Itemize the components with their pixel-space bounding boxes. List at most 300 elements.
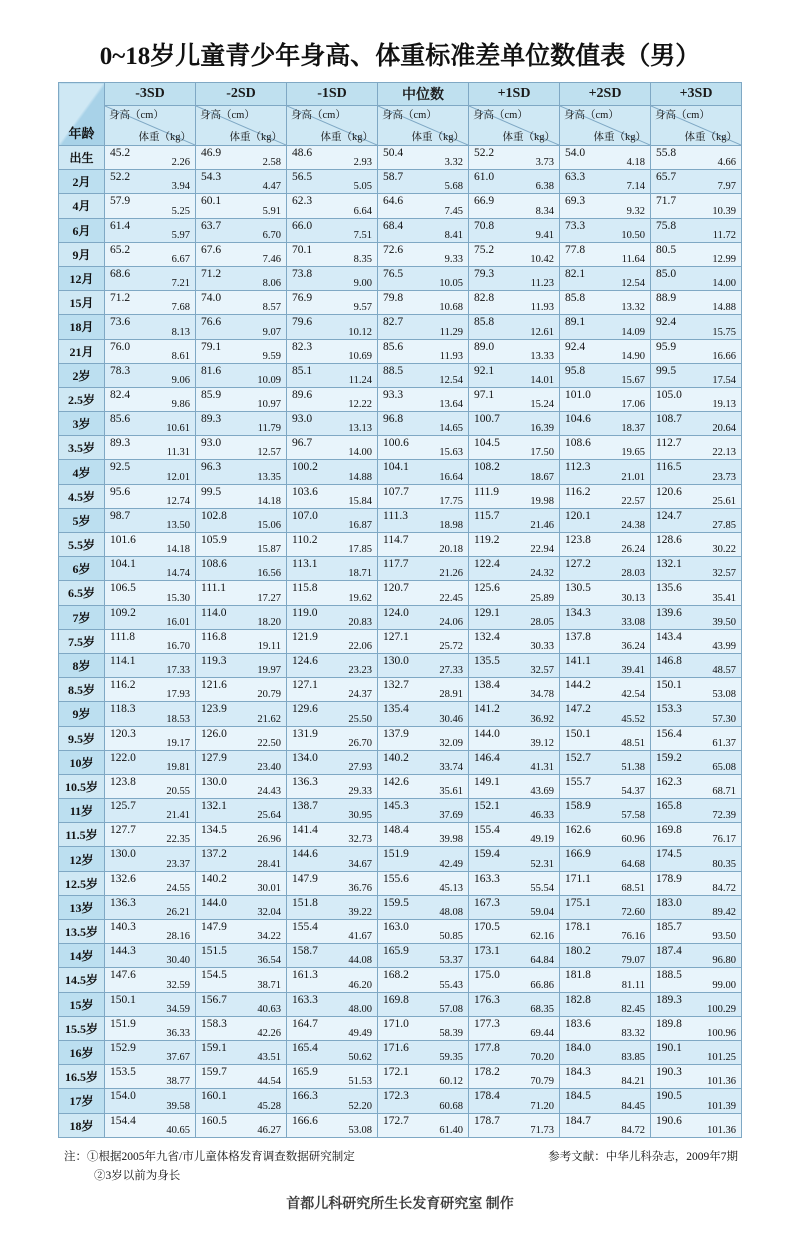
value-cell	[469, 774, 560, 798]
height-value: 95.8	[565, 364, 586, 377]
value-cell	[287, 194, 378, 218]
height-value: 169.8	[383, 993, 409, 1006]
height-value: 166.6	[292, 1114, 318, 1127]
age-cell: 13岁	[59, 895, 105, 919]
weight-value: 2.26	[171, 157, 190, 169]
value-cell	[651, 823, 742, 847]
height-value: 121.9	[292, 630, 318, 643]
measure-header-2	[287, 106, 378, 146]
weight-value: 14.90	[621, 350, 645, 362]
weight-value: 99.00	[712, 979, 736, 991]
value-cell	[651, 508, 742, 532]
height-value: 77.8	[565, 243, 586, 256]
weight-value: 41.67	[348, 931, 372, 943]
weight-value: 44.08	[348, 955, 372, 967]
age-cell: 6岁	[59, 557, 105, 581]
weight-value: 25.72	[439, 640, 463, 652]
table-row	[59, 653, 742, 677]
age-cell: 15月	[59, 291, 105, 315]
height-value: 120.6	[656, 485, 682, 498]
height-value: 79.6	[292, 316, 313, 329]
height-value: 120.1	[565, 509, 591, 522]
table-row	[59, 823, 742, 847]
value-cell	[196, 750, 287, 774]
height-value: 180.2	[565, 945, 591, 958]
value-cell	[105, 1065, 196, 1089]
height-value: 95.6	[110, 485, 131, 498]
height-value: 132.1	[201, 800, 227, 813]
value-cell	[196, 629, 287, 653]
value-cell	[378, 484, 469, 508]
age-cell: 9岁	[59, 702, 105, 726]
weight-value: 14.88	[712, 302, 736, 314]
weight-value: 49.49	[348, 1027, 372, 1039]
height-value: 65.7	[656, 171, 677, 184]
weight-value: 9.86	[171, 399, 190, 411]
height-value: 123.8	[110, 775, 136, 788]
age-cell: 9.5岁	[59, 726, 105, 750]
height-value: 138.4	[474, 679, 500, 692]
value-cell	[469, 291, 560, 315]
height-value: 103.6	[292, 485, 318, 498]
value-cell	[196, 968, 287, 992]
value-cell	[469, 1040, 560, 1064]
age-cell: 10岁	[59, 750, 105, 774]
height-value: 88.5	[383, 364, 404, 377]
table-row	[59, 484, 742, 508]
table-row	[59, 508, 742, 532]
height-value: 151.9	[383, 848, 409, 861]
height-value: 105.9	[201, 534, 227, 546]
value-cell	[196, 992, 287, 1016]
value-cell	[105, 895, 196, 919]
weight-value: 35.41	[712, 592, 736, 604]
height-value: 52.2	[110, 171, 131, 184]
weight-value: 12.54	[621, 278, 645, 290]
value-cell	[651, 1040, 742, 1064]
value-cell	[651, 629, 742, 653]
value-cell	[378, 315, 469, 339]
sd-header-0: -3SD	[105, 83, 196, 106]
value-cell	[378, 363, 469, 387]
value-cell	[651, 847, 742, 871]
weight-value: 13.64	[439, 399, 463, 411]
weight-value: 46.20	[348, 979, 372, 991]
age-cell: 13.5岁	[59, 920, 105, 944]
weight-value: 15.63	[439, 447, 463, 459]
height-value: 158.3	[201, 1017, 227, 1030]
value-cell	[105, 412, 196, 436]
table-row	[59, 242, 742, 266]
weight-value: 42.54	[621, 689, 645, 701]
value-cell	[651, 291, 742, 315]
height-value: 48.6	[292, 147, 313, 159]
value-cell	[378, 533, 469, 557]
height-value: 127.9	[201, 751, 227, 764]
height-value: 184.5	[565, 1090, 591, 1103]
value-cell	[287, 315, 378, 339]
value-cell	[560, 1065, 651, 1089]
weight-value: 6.70	[262, 229, 281, 241]
weight-value: 5.91	[262, 205, 281, 217]
value-cell	[651, 533, 742, 557]
weight-value: 60.12	[439, 1076, 463, 1088]
height-label-6: 身高（cm）	[655, 110, 710, 121]
height-value: 129.1	[474, 606, 500, 619]
height-value: 144.6	[292, 848, 318, 861]
weight-value: 5.05	[353, 181, 372, 193]
value-cell	[560, 170, 651, 194]
weight-value: 60.96	[621, 834, 645, 846]
value-cell	[651, 387, 742, 411]
weight-value: 17.27	[257, 592, 281, 604]
value-cell	[378, 557, 469, 581]
weight-value: 17.93	[166, 689, 190, 701]
weight-value: 18.98	[439, 520, 463, 531]
height-value: 135.4	[383, 703, 409, 716]
weight-value: 61.40	[439, 1124, 463, 1136]
weight-value: 16.56	[257, 568, 281, 580]
value-cell	[651, 702, 742, 726]
height-value: 85.6	[110, 413, 131, 426]
value-cell	[378, 436, 469, 460]
table-row	[59, 291, 742, 315]
height-value: 145.3	[383, 800, 409, 813]
value-cell	[287, 339, 378, 363]
weight-value: 14.00	[712, 278, 736, 290]
value-cell	[651, 871, 742, 895]
height-value: 66.9	[474, 195, 495, 208]
height-value: 154.4	[110, 1114, 136, 1127]
value-cell	[378, 412, 469, 436]
value-cell	[287, 629, 378, 653]
value-cell	[287, 170, 378, 194]
height-label-0: 身高（cm）	[109, 110, 164, 121]
value-cell	[469, 920, 560, 944]
height-label-4: 身高（cm）	[473, 110, 528, 121]
value-cell	[651, 242, 742, 266]
weight-value: 36.76	[348, 882, 372, 894]
height-value: 134.3	[565, 606, 591, 619]
weight-value: 19.65	[621, 447, 645, 459]
table-header	[59, 83, 742, 146]
weight-value: 4.18	[626, 157, 645, 169]
weight-value: 7.46	[262, 253, 281, 265]
growth-table-wrap	[58, 82, 742, 1138]
weight-value: 45.52	[621, 713, 645, 725]
weight-value: 68.51	[621, 882, 645, 894]
height-value: 112.3	[565, 461, 591, 474]
height-value: 132.6	[110, 872, 136, 885]
value-cell	[469, 146, 560, 170]
weight-value: 7.97	[717, 181, 736, 193]
weight-value: 81.11	[621, 979, 645, 991]
value-cell	[105, 1113, 196, 1137]
height-label-3: 身高（cm）	[382, 110, 437, 121]
height-value: 154.5	[201, 969, 227, 982]
table-row	[59, 871, 742, 895]
value-cell	[105, 774, 196, 798]
weight-value: 30.95	[348, 810, 372, 822]
value-cell	[287, 387, 378, 411]
weight-value: 10.05	[439, 278, 463, 290]
weight-value: 32.73	[348, 834, 372, 846]
value-cell	[560, 750, 651, 774]
height-value: 124.7	[656, 509, 682, 522]
value-cell	[196, 315, 287, 339]
value-cell	[196, 170, 287, 194]
height-value: 121.6	[201, 679, 227, 692]
height-value: 76.0	[110, 340, 131, 353]
weight-value: 24.43	[257, 786, 281, 798]
height-value: 165.9	[292, 1066, 318, 1079]
value-cell	[651, 315, 742, 339]
weight-value: 64.84	[530, 955, 554, 967]
height-value: 104.5	[474, 437, 500, 450]
height-value: 54.3	[201, 171, 222, 184]
height-value: 71.2	[201, 267, 222, 280]
height-value: 140.2	[201, 872, 227, 885]
height-value: 125.7	[110, 800, 136, 813]
height-value: 171.6	[383, 1041, 409, 1054]
height-value: 115.7	[474, 509, 500, 522]
age-cell: 5岁	[59, 508, 105, 532]
value-cell	[560, 629, 651, 653]
value-cell	[469, 944, 560, 968]
height-value: 99.5	[656, 364, 677, 377]
value-cell	[560, 363, 651, 387]
weight-value: 34.67	[348, 858, 372, 870]
value-cell	[651, 726, 742, 750]
reference-text: 参考文献：中华儿科杂志，2009年7期	[548, 1150, 738, 1163]
value-cell	[560, 774, 651, 798]
height-value: 105.0	[656, 388, 682, 401]
weight-value: 12.99	[712, 253, 736, 265]
value-cell	[105, 1016, 196, 1040]
weight-value: 13.33	[530, 350, 554, 362]
weight-value: 101.36	[707, 1076, 736, 1088]
weight-label-2: 体重（kg）	[320, 132, 373, 143]
weight-value: 39.22	[348, 907, 372, 918]
weight-value: 18.20	[257, 616, 281, 628]
weight-value: 19.13	[712, 399, 736, 411]
height-value: 76.5	[383, 267, 404, 280]
weight-value: 20.79	[257, 689, 281, 701]
value-cell	[105, 944, 196, 968]
height-value: 190.3	[656, 1066, 682, 1079]
weight-value: 29.33	[348, 786, 372, 798]
height-value: 63.3	[565, 171, 586, 184]
weight-value: 25.89	[530, 592, 554, 604]
value-cell	[196, 387, 287, 411]
height-value: 117.7	[383, 558, 409, 571]
value-cell	[105, 968, 196, 992]
height-value: 159.7	[201, 1066, 227, 1079]
table-row	[59, 412, 742, 436]
weight-value: 68.35	[530, 1003, 554, 1015]
height-value: 171.0	[383, 1017, 409, 1030]
height-value: 153.3	[656, 703, 682, 716]
value-cell	[560, 823, 651, 847]
height-value: 183.0	[656, 896, 682, 909]
weight-value: 24.38	[621, 520, 645, 531]
weight-value: 11.93	[530, 302, 554, 314]
weight-value: 27.93	[348, 761, 372, 773]
age-cell: 6月	[59, 218, 105, 242]
height-value: 98.7	[110, 509, 131, 522]
weight-value: 70.20	[530, 1052, 554, 1064]
height-value: 136.3	[292, 775, 318, 788]
weight-value: 15.84	[348, 495, 372, 507]
weight-value: 39.12	[530, 737, 554, 749]
age-cell: 2岁	[59, 363, 105, 387]
value-cell	[105, 1040, 196, 1064]
weight-value: 84.21	[621, 1076, 645, 1088]
height-value: 132.4	[474, 630, 500, 643]
weight-value: 8.41	[444, 229, 463, 241]
age-cell: 9月	[59, 242, 105, 266]
value-cell	[287, 291, 378, 315]
height-value: 172.7	[383, 1114, 409, 1127]
value-cell	[469, 678, 560, 702]
height-value: 184.3	[565, 1066, 591, 1079]
value-cell	[469, 508, 560, 532]
table-row	[59, 363, 742, 387]
table-row	[59, 581, 742, 605]
table-row	[59, 992, 742, 1016]
height-value: 76.6	[201, 316, 222, 329]
weight-value: 17.54	[712, 374, 736, 386]
height-value: 144.0	[201, 896, 227, 909]
height-value: 107.0	[292, 509, 318, 522]
weight-value: 24.37	[348, 689, 372, 701]
value-cell	[105, 194, 196, 218]
weight-value: 84.72	[621, 1124, 645, 1136]
weight-value: 14.01	[530, 374, 554, 386]
value-cell	[378, 194, 469, 218]
weight-value: 5.97	[171, 229, 190, 241]
height-value: 165.9	[383, 945, 409, 958]
value-cell	[560, 1113, 651, 1137]
height-value: 124.0	[383, 606, 409, 619]
weight-value: 53.08	[712, 689, 736, 701]
weight-value: 43.99	[712, 640, 736, 652]
weight-value: 69.44	[530, 1027, 554, 1039]
height-value: 82.1	[565, 267, 586, 280]
age-cell: 17岁	[59, 1089, 105, 1113]
value-cell	[105, 266, 196, 290]
weight-value: 55.43	[439, 979, 463, 991]
value-cell	[560, 944, 651, 968]
height-value: 134.5	[201, 824, 227, 837]
height-value: 93.3	[383, 388, 404, 401]
weight-value: 15.87	[257, 544, 281, 556]
sd-header-3: 中位数	[378, 83, 469, 106]
weight-value: 80.35	[712, 858, 736, 870]
height-value: 95.9	[656, 340, 677, 353]
height-value: 120.7	[383, 582, 409, 595]
weight-value: 13.50	[166, 520, 190, 531]
height-value: 130.0	[383, 654, 409, 667]
height-value: 75.2	[474, 243, 495, 256]
value-cell	[287, 412, 378, 436]
value-cell	[560, 678, 651, 702]
value-cell	[469, 339, 560, 363]
weight-value: 25.50	[348, 713, 372, 725]
height-value: 182.8	[565, 993, 591, 1006]
weight-value: 59.35	[439, 1052, 463, 1064]
height-value: 187.4	[656, 945, 682, 958]
value-cell	[196, 363, 287, 387]
weight-value: 54.37	[621, 786, 645, 798]
height-value: 92.1	[474, 364, 495, 377]
weight-value: 38.77	[166, 1076, 190, 1088]
height-value: 134.0	[292, 751, 318, 764]
value-cell	[560, 726, 651, 750]
weight-value: 100.96	[707, 1027, 736, 1039]
value-cell	[287, 1065, 378, 1089]
height-value: 190.1	[656, 1041, 682, 1054]
value-cell	[560, 871, 651, 895]
value-cell	[378, 605, 469, 629]
value-cell	[651, 581, 742, 605]
value-cell	[196, 218, 287, 242]
value-cell	[469, 605, 560, 629]
weight-value: 51.38	[621, 761, 645, 773]
weight-value: 46.33	[530, 810, 554, 822]
value-cell	[105, 339, 196, 363]
value-cell	[469, 315, 560, 339]
weight-value: 22.45	[439, 592, 463, 604]
height-value: 141.1	[565, 654, 591, 667]
weight-value: 23.40	[257, 761, 281, 773]
weight-value: 5.68	[444, 181, 463, 193]
height-value: 123.9	[201, 703, 227, 716]
weight-value: 9.06	[171, 374, 190, 386]
value-cell	[105, 363, 196, 387]
height-value: 189.8	[656, 1017, 682, 1030]
value-cell	[378, 968, 469, 992]
value-cell	[651, 170, 742, 194]
weight-value: 70.79	[530, 1076, 554, 1088]
height-value: 108.2	[474, 461, 500, 474]
height-value: 45.2	[110, 147, 131, 159]
weight-value: 18.71	[348, 568, 372, 580]
height-value: 104.1	[383, 461, 409, 474]
measure-header-row	[59, 106, 742, 146]
value-cell	[105, 218, 196, 242]
height-value: 166.3	[292, 1090, 318, 1103]
value-cell	[560, 702, 651, 726]
value-cell	[469, 387, 560, 411]
value-cell	[651, 436, 742, 460]
age-cell: 3.5岁	[59, 436, 105, 460]
value-cell	[651, 557, 742, 581]
weight-value: 24.55	[166, 882, 190, 894]
weight-value: 8.35	[353, 253, 372, 265]
value-cell	[651, 920, 742, 944]
weight-value: 32.57	[712, 568, 736, 580]
note-item-2: ②3岁以前为身长	[94, 1169, 181, 1182]
weight-value: 20.83	[348, 616, 372, 628]
height-value: 163.3	[474, 872, 500, 885]
value-cell	[287, 920, 378, 944]
height-value: 132.7	[383, 679, 409, 692]
height-value: 190.6	[656, 1114, 682, 1127]
height-value: 92.4	[565, 340, 586, 353]
notes-label: 注：	[64, 1150, 87, 1163]
weight-value: 66.86	[530, 979, 554, 991]
